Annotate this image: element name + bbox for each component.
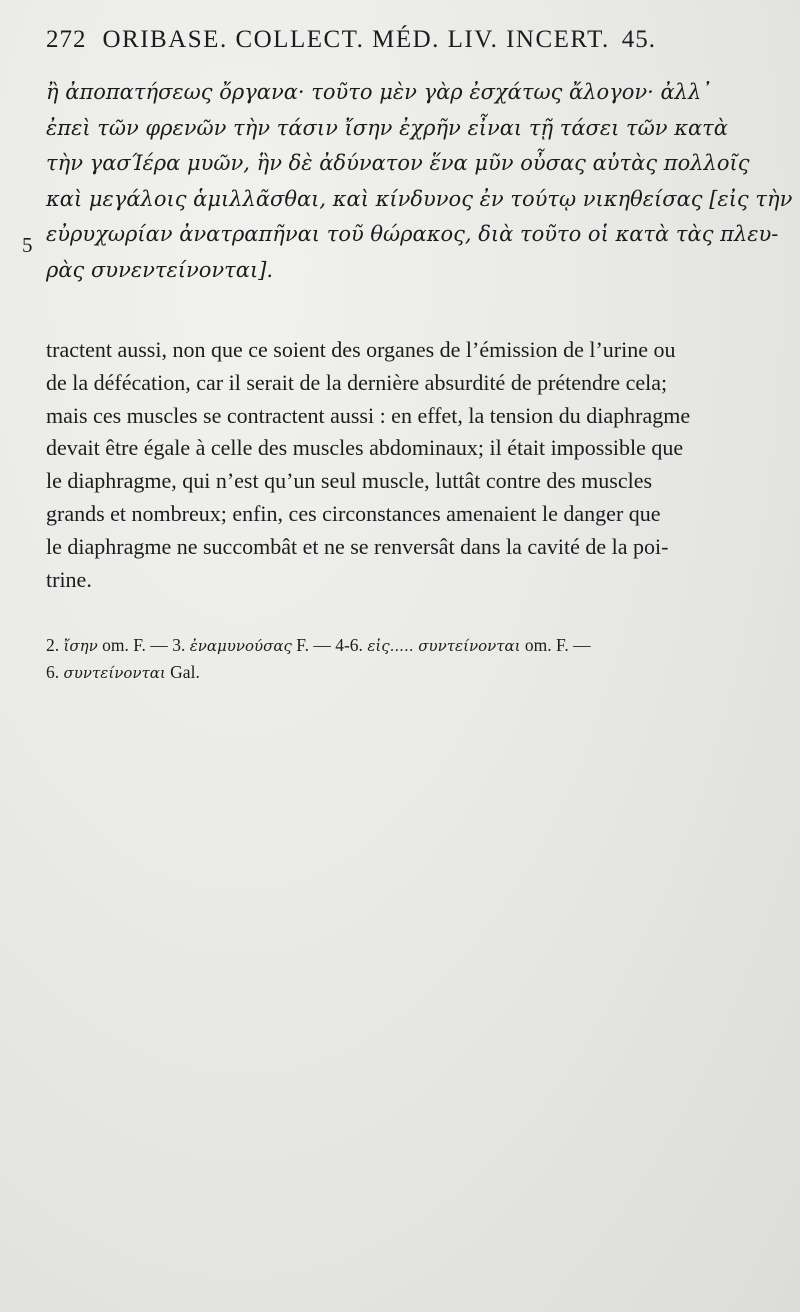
running-title: ORIBASE. COLLECT. MÉD. LIV. INCERT.: [102, 26, 610, 53]
footnote-number: 2.: [46, 635, 60, 655]
french-line: trine.: [46, 566, 92, 592]
greek-line: εὐρυχωρίαν ἀνατραπῆναι τοῦ θώρακος, διὰ τοῦτο οἱ κατὰ τὰς πλευ-: [46, 222, 779, 247]
french-line: le diaphragme, qui n’est qu’un seul muscle, luttât contre des muscles: [46, 468, 653, 494]
page-number: 272: [46, 26, 87, 53]
footnote-text: om. F. —: [524, 635, 591, 655]
french-line: tractent aussi, non que ce soient des organes de l’émission de l’urine ou: [46, 337, 676, 362]
footnote-greek: ἐναμυνούσας: [189, 637, 292, 655]
french-translation: [46, 334, 776, 596]
footnote-text: om. F. —: [102, 635, 168, 655]
footnote-number: 4-6.: [335, 635, 363, 655]
footnote-text: F. —: [296, 635, 331, 655]
footnote-greek: ἴσην: [63, 637, 98, 655]
footnote-greek: εἰς..... συντείνονται: [367, 637, 521, 655]
footnotes: [46, 632, 776, 686]
french-line: grands et nombreux; enfin, ces circonstances amenaient le danger que: [46, 500, 661, 526]
french-line: de la défécation, car il serait de la dernière absurdité de prétendre cela;: [46, 369, 668, 395]
footnote-line: [46, 632, 776, 659]
french-line: le diaphragme ne succombât et ne se renversât dans la cavité de la poi-: [46, 533, 669, 559]
greek-line: ρὰς συνεντείνονται].: [46, 257, 274, 282]
footnote-text: Gal.: [170, 662, 200, 682]
greek-line: ἢ ἀποπατήσεως ὄργανα· τοῦτο μὲν γὰρ ἐσχάτως ἄλογον· ἀλλ᾽: [46, 80, 712, 104]
line-number-marker: 5: [22, 233, 33, 257]
greek-line: τὴν γασΊέρα μυῶν, ἣν δὲ ἀδύνατον ἕνα μῦν οὖσας αὐτὰς πολλοῖς: [46, 151, 750, 176]
greek-line: ἐπεὶ τῶν φρενῶν τὴν τάσιν ἴσην ἐχρῆν εἶναι τῇ τάσει τῶν κατὰ: [46, 115, 728, 140]
footnote-number: 6.: [46, 662, 60, 682]
running-header: [46, 26, 746, 54]
greek-passage: [46, 75, 793, 289]
greek-line: καὶ μεγάλοις ἁμιλλᾶσθαι, καὶ κίνδυνος ἐν τούτῳ νικηθείσας [εἰς τὴν: [46, 186, 793, 211]
section-number: 45.: [621, 26, 656, 53]
footnote-line: [46, 659, 776, 686]
french-line: devait être égale à celle des muscles abdominaux; il était impossible que: [46, 435, 684, 461]
french-line: mais ces muscles se contractent aussi : en effet, la tension du diaphragme: [46, 402, 691, 428]
footnote-greek: συντείνονται: [63, 664, 166, 682]
footnote-number: 3.: [172, 635, 186, 655]
